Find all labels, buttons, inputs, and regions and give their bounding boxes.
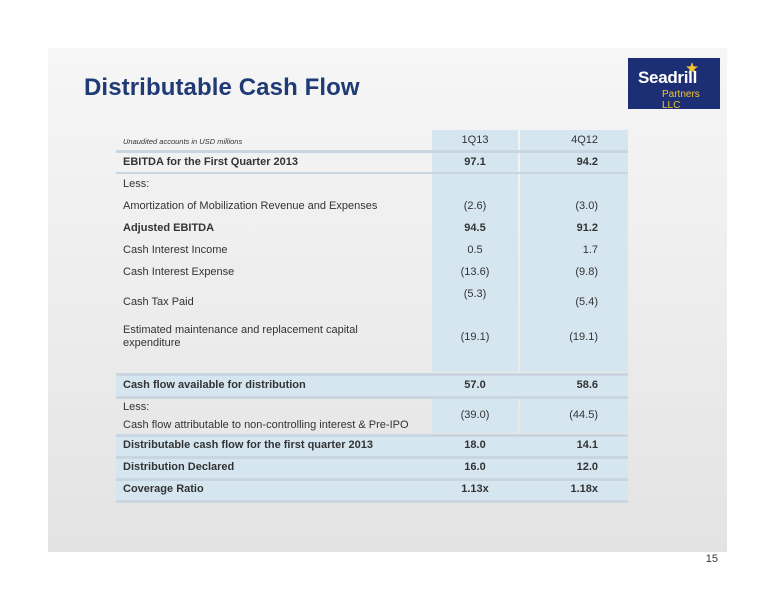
value-4q12: 12.0 (576, 461, 598, 473)
table-header-row (116, 130, 628, 150)
value-1q13: 57.0 (464, 379, 486, 391)
row-separator (116, 500, 628, 503)
value-4q12: 94.2 (576, 156, 598, 168)
row-label: Cash flow available for distribution (123, 379, 306, 391)
value-1q13: 1.13x (461, 483, 489, 495)
value-1q13: (2.6) (463, 200, 487, 212)
table-row (116, 288, 628, 318)
value-4q12: (44.5) (569, 409, 598, 421)
value-1q13: 16.0 (464, 461, 486, 473)
logo-sub-text: Partners LLC (662, 89, 700, 111)
value-1q13: 18.0 (464, 439, 486, 451)
row-label: Less: (123, 401, 150, 413)
row-label: Cash Interest Income (123, 244, 228, 256)
table-row (116, 439, 628, 455)
table-row (116, 401, 628, 435)
table-row (116, 178, 628, 196)
row-label: Cash Tax Paid (123, 296, 194, 308)
row-label-continued: Cash flow attributable to non-controlling interest & Pre-IPO (123, 419, 409, 431)
row-label: Cash Interest Expense (123, 266, 235, 278)
table-row (116, 483, 628, 499)
table-row (116, 324, 628, 352)
value-1q13: (19.1) (460, 331, 490, 343)
row-label: Estimated maintenance and replacement capital expenditure (123, 324, 358, 349)
row-label: Coverage Ratio (123, 483, 204, 495)
value-4q12: 91.2 (576, 222, 598, 234)
table-row (116, 379, 628, 395)
row-label: Distributable cash flow for the first quarter 2013 (123, 439, 374, 451)
value-1q13: (39.0) (460, 409, 490, 421)
row-label: Less: (123, 178, 150, 190)
value-4q12: 1.18x (570, 483, 598, 495)
header-separator (116, 150, 628, 153)
value-1q13: (13.6) (460, 266, 490, 278)
value-1q13: 94.5 (464, 222, 486, 234)
value-4q12: 14.1 (576, 439, 598, 451)
value-4q12: (9.8) (575, 266, 598, 278)
table-row (116, 461, 628, 477)
value-4q12: 58.6 (576, 379, 598, 391)
row-label: EBITDA for the First Quarter 2013 (123, 156, 299, 168)
table-row (116, 244, 628, 262)
units-note: Unaudited accounts in USD millions (123, 137, 243, 146)
column-header-4q12: 4Q12 (571, 134, 598, 146)
row-separator (116, 172, 628, 174)
table-row (116, 222, 628, 240)
value-4q12: (19.1) (569, 331, 598, 343)
value-1q13: 97.1 (464, 156, 486, 168)
page-title: Distributable Cash Flow (84, 74, 360, 101)
logo-brand-text: Seadrill (638, 68, 698, 87)
table-row (116, 200, 628, 218)
row-label: Distribution Declared (123, 461, 235, 473)
table-row (116, 266, 628, 284)
seadrill-logo (628, 58, 720, 109)
value-4q12: (5.4) (575, 296, 598, 308)
column-header-1q13: 1Q13 (461, 134, 489, 146)
page-number: 15 (705, 553, 718, 565)
row-label: Amortization of Mobilization Revenue and Expenses (123, 200, 378, 212)
row-label: Adjusted EBITDA (123, 222, 215, 234)
value-4q12: 1.7 (582, 244, 598, 256)
value-4q12: (3.0) (575, 200, 598, 212)
value-1q13: 0.5 (467, 244, 483, 256)
value-1q13: (5.3) (463, 288, 487, 300)
